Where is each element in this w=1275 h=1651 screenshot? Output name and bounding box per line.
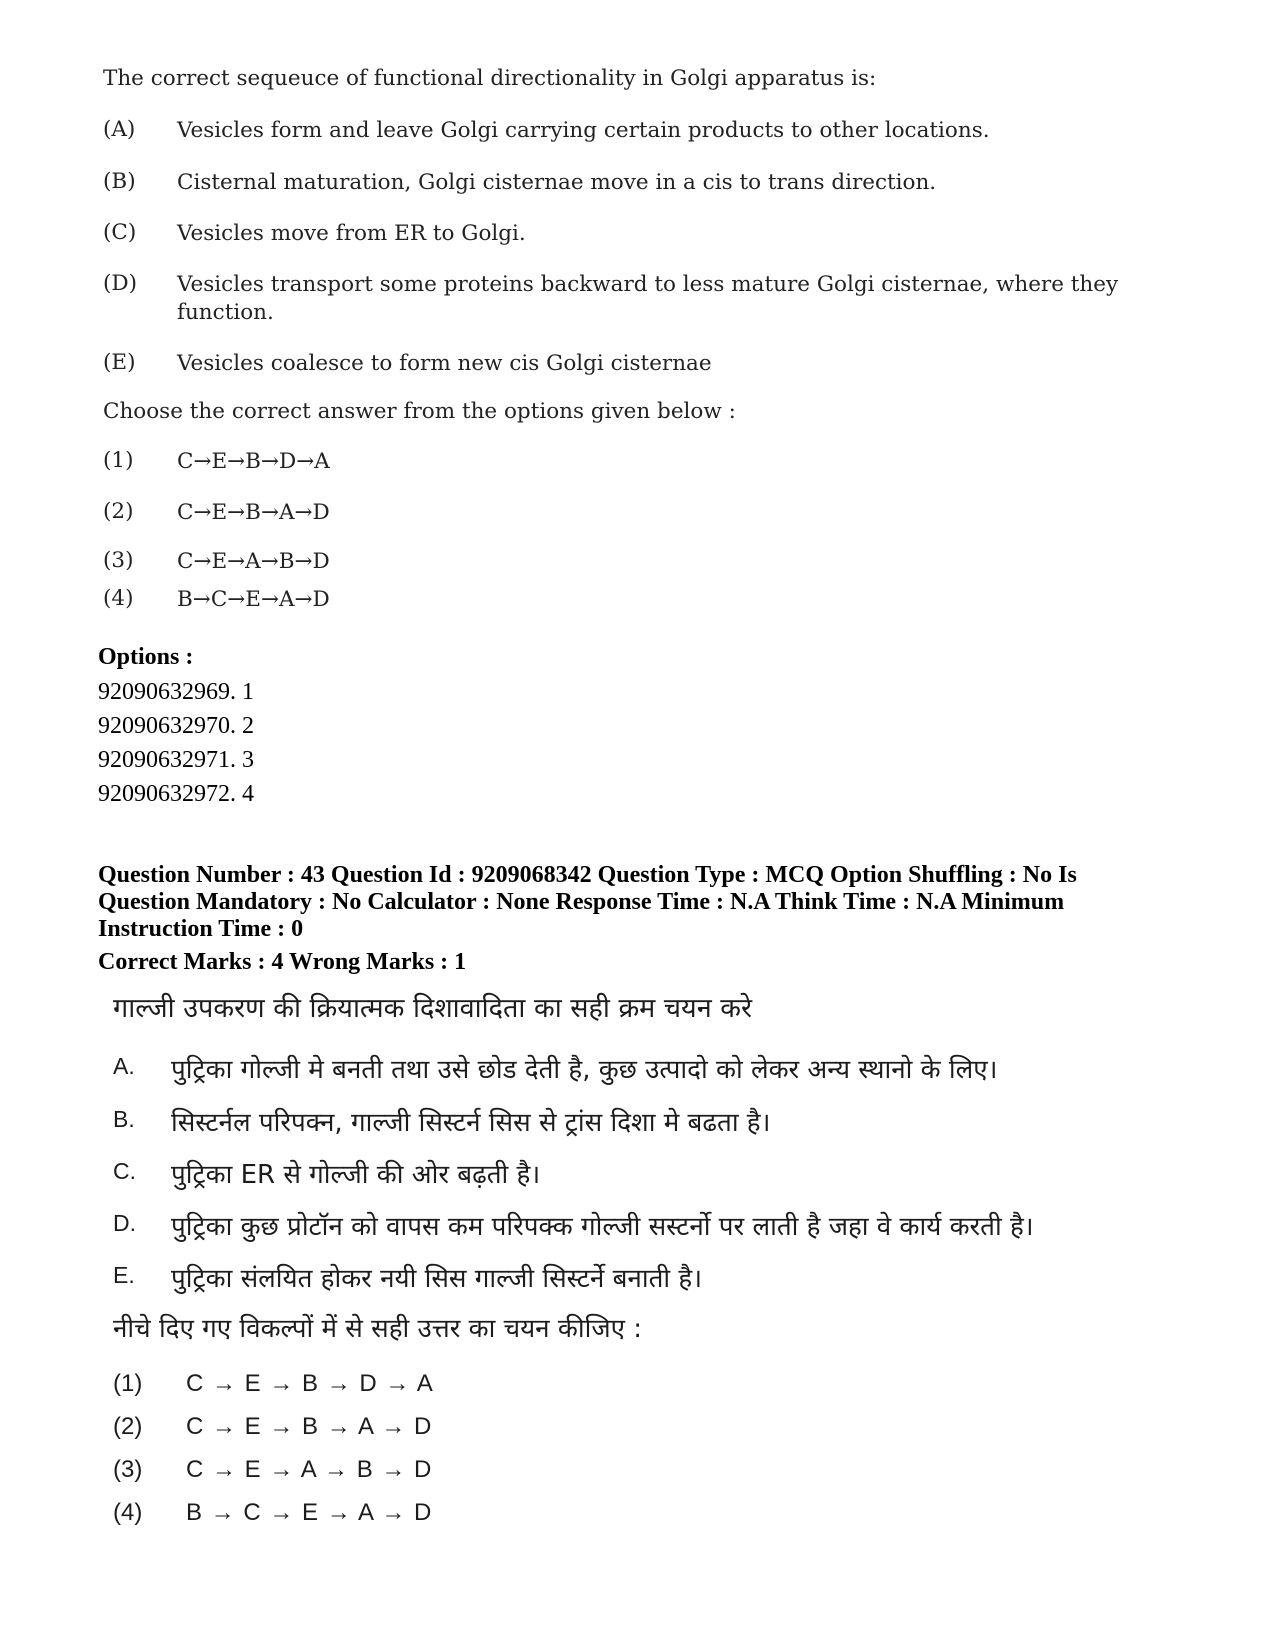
answer-label: (4) bbox=[113, 1499, 143, 1526]
question-marks: Correct Marks : 4 Wrong Marks : 1 bbox=[98, 949, 467, 975]
answer-label: (2) bbox=[103, 499, 134, 524]
option-item-4: 92090632972. 4 bbox=[98, 781, 254, 807]
question-info-line-1: Question Number : 43 Question Id : 9209068342 Question Type : MCQ Option Shuffling : No Is bbox=[98, 862, 1077, 888]
statement-text: पुट्रिका कुछ प्रोटॉन को वापस कम परिपक्क गोल्जी सस्टर्नो पर लाती है जहा वे कार्य करती है। bbox=[171, 1212, 1034, 1242]
english-choose-instruction: Choose the correct answer from the options given below : bbox=[103, 399, 736, 424]
statement-label: (D) bbox=[103, 271, 138, 296]
statement-text: Vesicles form and leave Golgi carrying certain products to other locations. bbox=[177, 118, 990, 143]
answer-label: (1) bbox=[103, 448, 134, 473]
answer-sequence: C → E → B → A → D bbox=[186, 1413, 433, 1440]
answer-label: (1) bbox=[113, 1370, 143, 1397]
answer-label: (4) bbox=[103, 586, 134, 611]
statement-label: (B) bbox=[103, 169, 136, 194]
answer-sequence: C→E→B→A→D bbox=[177, 500, 330, 525]
statement-label: A. bbox=[113, 1053, 135, 1079]
statement-text: सिस्टर्नल परिपक्न, गाल्जी सिस्टर्न सिस से ट्रांस दिशा मे बढता है। bbox=[171, 1108, 771, 1138]
option-item-1: 92090632969. 1 bbox=[98, 679, 254, 705]
answer-sequence: C→E→B→D→A bbox=[177, 449, 330, 474]
option-item-3: 92090632971. 3 bbox=[98, 747, 254, 773]
english-question-stem: The correct sequeuce of functional directionality in Golgi apparatus is: bbox=[103, 66, 877, 91]
question-info bbox=[98, 862, 1188, 976]
answer-sequence: C → E → A → B → D bbox=[186, 1456, 433, 1483]
statement-text: पुट्रिका संलयित होकर नयी सिस गाल्जी सिस्टर्ने बनाती है। bbox=[171, 1264, 703, 1294]
answer-sequence: C → E → B → D → A bbox=[186, 1370, 434, 1397]
answer-sequence: B→C→E→A→D bbox=[177, 587, 330, 612]
statement-label: (C) bbox=[103, 220, 137, 245]
statement-label: (E) bbox=[103, 350, 136, 375]
statement-label: B. bbox=[113, 1106, 135, 1132]
answer-sequence: B → C → E → A → D bbox=[186, 1499, 433, 1526]
statement-text: पुट्रिका गोल्जी मे बनती तथा उसे छोड देती है, कुछ उत्पादो को लेकर अन्य स्थानो के लिए। bbox=[171, 1055, 998, 1085]
answer-sequence: C→E→A→B→D bbox=[177, 549, 330, 574]
statement-text: पुट्रिका ER से गोल्जी की ओर बढ़ती है। bbox=[171, 1160, 541, 1190]
statement-label: (A) bbox=[103, 117, 136, 142]
answer-label: (3) bbox=[103, 548, 134, 573]
statement-text: Vesicles coalesce to form new cis Golgi cisternae bbox=[177, 351, 712, 376]
hindi-choose-instruction: नीचे दिए गए विकल्पों में से सही उत्तर का चयन कीजिए : bbox=[113, 1314, 643, 1344]
answer-label: (3) bbox=[113, 1456, 143, 1483]
statement-label: C. bbox=[113, 1158, 136, 1184]
statement-text: Vesicles move from ER to Golgi. bbox=[177, 221, 526, 246]
hindi-question-stem: गाल्जी उपकरण की क्रियात्मक दिशावादिता का सही क्रम चयन करे bbox=[113, 993, 753, 1024]
question-info-line-3: Instruction Time : 0 bbox=[98, 916, 304, 942]
question-info-line-2: Question Mandatory : No Calculator : None Response Time : N.A Think Time : N.A Minimum bbox=[98, 889, 1065, 915]
statement-label: E. bbox=[113, 1262, 135, 1288]
option-item-2: 92090632970. 2 bbox=[98, 713, 254, 739]
statement-text: Cisternal maturation, Golgi cisternae move in a cis to trans direction. bbox=[177, 170, 937, 195]
statement-text: Vesicles transport some proteins backward to less mature Golgi cisternae, where they function. bbox=[177, 272, 1119, 325]
answer-label: (2) bbox=[113, 1413, 143, 1440]
statement-label: D. bbox=[113, 1210, 136, 1236]
options-heading: Options : bbox=[98, 644, 194, 670]
